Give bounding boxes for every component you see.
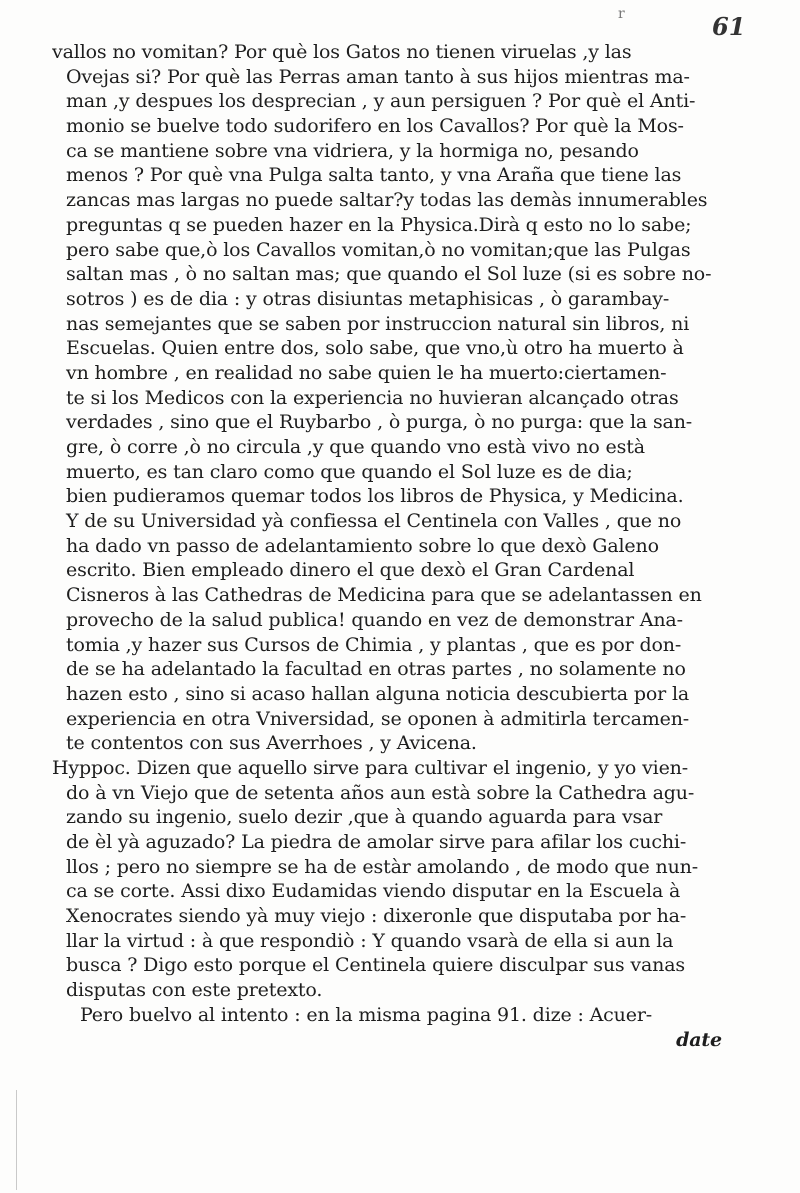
text-line: nas semejantes que se saben por instruccion natural sin libros, ni: [66, 312, 690, 335]
text-line: Ovejas si? Por què las Perras aman tanto à sus hijos mientras ma-: [66, 65, 690, 88]
text-line: hazen esto , sino si acaso hallan alguna noticia descubierta por la: [66, 682, 690, 705]
text-line: muerto, es tan claro como que quando el Sol luze es de dia;: [66, 460, 633, 483]
text-line: ca se mantiene sobre vna vidriera, y la hormiga no, pesando: [66, 139, 639, 162]
text-line: preguntas q se pueden hazer en la Physica.Dirà q esto no lo sabe;: [66, 213, 692, 236]
text-line: escrito. Bien empleado dinero el que dexò el Gran Cardenal: [66, 559, 635, 582]
text-line: Y de su Universidad yà confiessa el Centinela con Valles , que no: [66, 510, 682, 533]
catchword: date: [676, 1028, 722, 1051]
folio-mark: r: [618, 6, 625, 22]
text-line: monio se buelve todo sudorifero en los Cavallos? Por què la Mos-: [66, 115, 684, 138]
text-line: vallos no vomitan? Por què los Gatos no tienen viruelas ,y las: [52, 41, 632, 63]
page-edge-shadow: [16, 1090, 17, 1190]
text-line: zancas mas largas no puede saltar?y todas las demàs innumerables: [66, 189, 708, 212]
text-line: te si los Medicos con la experiencia no huvieran alcançado otras: [66, 386, 679, 409]
text-line: gre, ò corre ,ò no circula ,y que quando vno està vivo no està: [66, 436, 645, 458]
text-line: disputas con este pretexto.: [66, 979, 323, 1002]
text-line: llos ; pero no siempre se ha de estàr amolando , de modo que nun-: [66, 855, 699, 878]
text-line: Hyppoc. Dizen que aquello sirve para cultivar el ingenio, y yo vien-: [52, 756, 689, 779]
text-line: provecho de la salud publica! quando en vez de demonstrar Ana-: [66, 608, 683, 631]
text-line: llar la virtud : à que respondiò : Y quando vsarà de ella si aun la: [66, 929, 674, 952]
text-line: Pero buelvo al intento : en la misma pagina 91. dize : Acuer-: [80, 1003, 653, 1026]
text-line: verdades , sino que el Ruybarbo , ò purga, ò no purga: que la san-: [66, 411, 693, 434]
text-line: do à vn Viejo que de setenta años aun està sobre la Cathedra agu-: [66, 781, 695, 804]
body-text: [52, 40, 772, 1052]
text-line: vn hombre , en realidad no sabe quien le ha muerto:ciertamen-: [66, 361, 667, 384]
text-line: saltan mas , ò no saltan mas; que quando el Sol luze (si es sobre no-: [66, 263, 712, 286]
text-line: pero sabe que,ò los Cavallos vomitan,ò no vomitan;que las Pulgas: [66, 238, 691, 261]
text-line: menos ? Por què vna Pulga salta tanto, y vna Araña que tiene las: [66, 164, 682, 187]
text-line: de se ha adelantado la facultad en otras partes , no solamente no: [66, 658, 686, 681]
text-line: Xenocrates siendo yà muy viejo : dixeronle que disputaba por ha-: [66, 905, 687, 928]
text-line: te contentos con sus Averrhoes , y Avicena.: [66, 732, 477, 755]
text-line: Escuelas. Quien entre dos, solo sabe, que vno,ù otro ha muerto à: [66, 337, 684, 360]
text-line: ca se corte. Assi dixo Eudamidas viendo disputar en la Escuela à: [66, 880, 681, 903]
text-line: zando su ingenio, suelo dezir ,que à quando aguarda para vsar: [66, 806, 663, 829]
text-line: de èl yà aguzado? La piedra de amolar sirve para afilar los cuchi-: [66, 831, 687, 853]
text-line: experiencia en otra Vniversidad, se oponen à admitirla tercamen-: [66, 707, 690, 730]
text-line: sotros ) es de dia : y otras disiuntas metaphisicas , ò garambay-: [66, 287, 670, 310]
text-line: ha dado vn passo de adelantamiento sobre lo que dexò Galeno: [66, 534, 659, 557]
text-line: bien pudieramos quemar todos los libros de Physica, y Medicina.: [66, 485, 684, 508]
page-number: 61: [712, 12, 746, 41]
text-line: man ,y despues los desprecian , y aun persiguen ? Por què el Anti-: [66, 90, 696, 113]
text-line: tomia ,y hazer sus Cursos de Chimia , y plantas , que es por don-: [66, 633, 682, 656]
text-line: busca ? Digo esto porque el Centinela quiere disculpar sus vanas: [66, 954, 686, 977]
text-line: Cisneros à las Cathedras de Medicina para que se adelantassen en: [66, 584, 702, 607]
